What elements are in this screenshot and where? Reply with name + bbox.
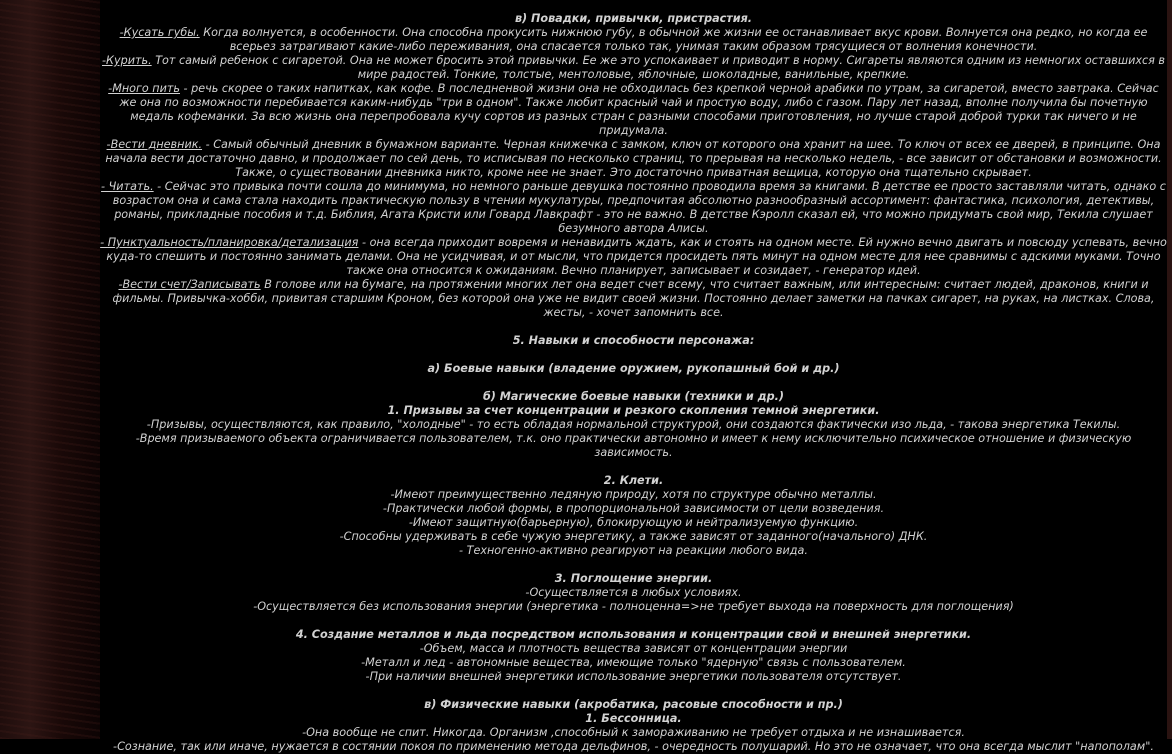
habit-text: Когда волнуется, в особенности. Она способна прокусить нижнюю губу, в обычной же жизни ее останавливает вкус крови. Волнуется она редко, но когда ее всерьез затрагивают какие-либо переживания, она спасается только так, унимая таким образом трясущиеся от волнения конечности. (199, 26, 1148, 53)
habit-paragraph (100, 82, 1167, 138)
habit-paragraph (100, 138, 1167, 180)
left-decorative-border (0, 0, 100, 739)
habit-text: - Самый обычный дневник в бумажном варианте. Черная книжечка с замком, ключ от которого она хранит на шее. То ключ от всех ее дверей, в принципе. Она начала вести достаточно давно, и продолжает по сей день, то исписывая по несколько страниц, то прерывая на несколько недель, - все зависит от обстановки и возможности. Также, о существовании дневника никто, кроме нее не знает. Это достаточно приватная вещица, которую она тщательно скрывает. (105, 138, 1162, 179)
spacer (100, 376, 1167, 390)
skill-line: -Осуществляется в любых условиях. (525, 586, 742, 599)
habit-paragraph (100, 26, 1167, 54)
skill-line: -Имеют преимущественно ледяную природу, хотя по структуре обычно металлы. (390, 488, 877, 501)
habit-text: - Сейчас это привыка почти сошла до минимума, но немного раньше девушка постоянно проводила время за книгами. В детстве ее просто заставляли читать, однако с возрастом она и сама стала находить практическую пользу в чтении мукулатуры, предпочитая абсолютно разнообразный ассортимент: фантастика, психология, детективы, романы, прикладные пособия и т.д. Библия, Агата Кристи или Говард Лавкрафт - это не важно. В детстве Кэролл сказал ей, что можно придумать свой мир, Текила слушает безумного автора Алисы. (112, 180, 1166, 235)
skill-line: -Практически любой формы, в пропорциональной зависимости от цели возведения. (382, 502, 885, 515)
habit-paragraph (100, 54, 1167, 82)
spacer (100, 684, 1167, 698)
spacer (100, 614, 1167, 628)
skill-line: -Осуществляется без использования энергии (энергетика - полноценна=>не требует выхода на поверхность для поглощения) (253, 600, 1014, 613)
habit-paragraph (100, 180, 1167, 236)
physical-skills-heading: в) Физические навыки (акробатика, расовые способности и пр.) (424, 698, 843, 711)
habit-label: -Вести дневник. (106, 138, 203, 151)
profile-text (100, 12, 1167, 753)
skill-line: -Призывы, осуществляются, как правило, "холодные" - то есть обладая нормальной структурой, они создаются фактически изо льда, - такова энергетика Текилы. (146, 418, 1121, 431)
habit-label: - Читать. (101, 180, 154, 193)
spacer (100, 320, 1167, 334)
skill-title: 1. Призывы за счет концентрации и резкого скопления темной энергетики. (387, 404, 880, 417)
habit-text: - речь скорее о таких напитках, как кофе. В последненвой жизни она не обходилась без крепкой черной арабики по утрам, за сигаретой, вместо завтрака. Сейчас же она по возможности перебивается каким-нибудь "три в одном". Также любит красный чай и простую воду, либо с газом. Пару лет назад, вполне получила бы почетную медаль кофеманки. За всю жизнь она перепробовала кучу сортов из разных стран с разными способами приготовления, но лучше старой доброй турки так ничего и не придумала. (119, 82, 1159, 137)
skill-line: -Сознание, так или иначе, нужается в состянии покоя по применению метода дельфинов, - очередность полушарий. Но это не означает, что она всегда мыслит "напополам". (113, 740, 1154, 753)
habit-text: - она всегда приходит вовремя и ненавидить ждать, как и стоять на одном месте. Ей нужно вечно двигать и повсюду успевать, вечно куда-то спешить и постоянно занимать делами. Она не усидчивая, и от мысли, что придется просидеть пять минут на одном месте для нее сравнимы с адскими муками. Точно также она относится к ожиданиям. Вечно планирует, записывает и созидает, - генератор идей. (106, 236, 1167, 277)
habit-label: -Вести счет/Записывать (118, 278, 261, 291)
spacer (100, 460, 1167, 474)
magic-skills-heading: б) Магические боевые навыки (техники и др.) (482, 390, 784, 403)
skill-line: -При наличии внешней энергетики использование энергетики пользователя отсутствует. (365, 670, 902, 683)
right-decorative-border (1167, 0, 1172, 739)
skill-title: 1. Бессонница. (585, 712, 682, 725)
combat-skills-heading: а) Боевые навыки (владение оружием, рукопашный бой и др.) (427, 362, 840, 375)
habit-text: Тот самый ребенок с сигаретой. Она не может бросить этой привычки. Ее же это успокаивает и приводит в норму. Сигареты являются одним из немногих оставшихся в мире радостей. Тонкие, толстые, ментоловые, яблочные, шоколадные, ванильные, крепкие. (151, 54, 1165, 81)
habit-paragraph (100, 236, 1167, 278)
habit-label: -Кусать губы. (119, 26, 200, 39)
skill-line: -Имеют защитную(барьерную), блокирующую и нейтрализуемую функцию. (408, 516, 859, 529)
habit-label: -Курить. (102, 54, 152, 67)
skill-line: -Металл и лед - автономные вещества, имеющие только "ядерную" связь с пользователем. (361, 656, 906, 669)
skill-title: 2. Клети. (603, 474, 664, 487)
habit-label: -Много пить (108, 82, 180, 95)
habit-text: В голове или на бумаге, на протяжении многих лет она ведет счет всему, что считает важным, или интересным: считает людей, драконов, книги и фильмы. Привычка-хобби, привитая старшим Кроном, без которой она уже не видит своей жизни. Постоянно делает заметки на пачках сигарет, на руках, на листках. Слова, жесты, - хочет запомнить все. (112, 278, 1155, 319)
spacer (100, 558, 1167, 572)
skill-line: -Способны удерживать в себе чужую энергетику, а также зависят от заданного(начального) ДНК. (339, 530, 928, 543)
skill-title: 3. Поглощение энергии. (554, 572, 713, 585)
skill-line: - Техногенно-активно реагируют на реакции любого вида. (459, 544, 808, 557)
habit-paragraph (100, 278, 1167, 320)
skills-heading: 5. Навыки и способности персонажа: (512, 334, 755, 347)
habits-heading: в) Повадки, привычки, пристрастия. (514, 12, 753, 25)
habit-label: - Пунктуальность/планировка/детализация (100, 236, 359, 249)
skill-line: -Объем, масса и плотность вещества зависят от концентрации энергии (419, 642, 848, 655)
skill-line: -Время призываемого объекта ограничивается пользователем, т.к. оно практически автономно и имеет к нему исключительно психическое отношение и физическую зависимость. (135, 432, 1132, 459)
skill-line: -Она вообще не спит. Никогда. Организм ,способный к замораживанию не требует отдыха и не изнашивается. (302, 726, 965, 739)
skill-title: 4. Создание металлов и льда посредством использования и концентрации свой и внешней энергетики. (295, 628, 972, 641)
spacer (100, 348, 1167, 362)
